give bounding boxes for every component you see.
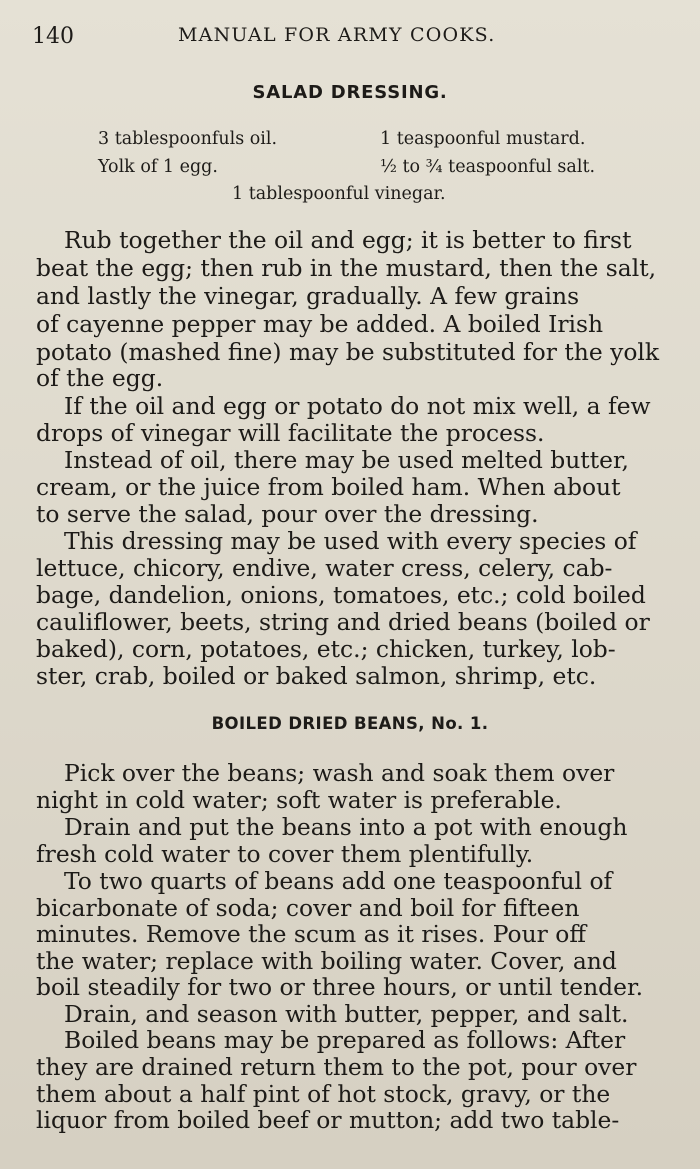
ingredient: 1 teaspoonful mustard. — [380, 129, 586, 149]
section-title-boiled-dried-beans: BOILED DRIED BEANS, No. 1. — [211, 714, 489, 733]
text-line: fresh cold water to cover them plentifully. — [36, 840, 534, 868]
ingredient: ½ to ¾ teaspoonful salt. — [380, 157, 596, 177]
text-line: beat the egg; then rub in the mustard, then the salt, — [36, 254, 657, 282]
text-line: ster, crab, boiled or baked salmon, shrimp, etc. — [36, 662, 597, 690]
text-line: liquor from boiled beef or mutton; add two table- — [36, 1106, 620, 1134]
text-line: they are drained return them to the pot, pour over — [36, 1053, 637, 1081]
text-line: Drain and put the beans into a pot with enough — [64, 813, 628, 841]
text-line: and lastly the vinegar, gradually. A few grains — [36, 282, 580, 310]
text-line: To two quarts of beans add one teaspoonful of — [64, 867, 613, 895]
text-line: of the egg. — [36, 364, 164, 392]
ingredient: 1 tablespoonful vinegar. — [232, 184, 446, 204]
text-line: bicarbonate of soda; cover and boil for fifteen — [36, 894, 580, 922]
text-line: baked), corn, potatoes, etc.; chicken, turkey, lob- — [36, 635, 616, 663]
ingredient: Yolk of 1 egg. — [98, 157, 218, 177]
text-line: bage, dandelion, onions, tomatoes, etc.; cold boiled — [36, 581, 646, 609]
page-header — [32, 24, 660, 54]
text-line: This dressing may be used with every species of — [64, 527, 637, 555]
running-title: MANUAL FOR ARMY COOKS. — [178, 24, 496, 46]
text-line: cream, or the juice from boiled ham. When about — [36, 473, 621, 501]
page-number: 140 — [32, 24, 74, 49]
text-line: Pick over the beans; wash and soak them over — [64, 759, 615, 787]
text-line: Rub together the oil and egg; it is better to first — [64, 226, 632, 254]
section-title-salad-dressing: SALAD DRESSING. — [252, 82, 448, 103]
text-line: them about a half pint of hot stock, gravy, or the — [36, 1080, 611, 1108]
text-line: drops of vinegar will facilitate the process. — [36, 419, 545, 447]
text-line: to serve the salad, pour over the dressing. — [36, 500, 539, 528]
text-line: Boiled beans may be prepared as follows: After — [64, 1026, 626, 1054]
text-line: minutes. Remove the scum as it rises. Pour off — [36, 920, 586, 948]
text-line: Instead of oil, there may be used melted butter, — [64, 446, 629, 474]
text-line: lettuce, chicory, endive, water cress, celery, cab- — [36, 554, 613, 582]
text-line: If the oil and egg or potato do not mix well, a few — [64, 392, 651, 420]
text-line: Drain, and season with butter, pepper, and salt. — [64, 1000, 629, 1028]
text-line: cauliflower, beets, string and dried beans (boiled or — [36, 608, 650, 636]
text-line: potato (mashed fine) may be substituted for the yolk — [36, 338, 660, 366]
text-line: of cayenne pepper may be added. A boiled Irish — [36, 310, 604, 338]
text-line: night in cold water; soft water is preferable. — [36, 786, 562, 814]
text-line: boil steadily for two or three hours, or until tender. — [36, 973, 644, 1001]
ingredient: 3 tablespoonfuls oil. — [98, 129, 278, 149]
text-line: the water; replace with boiling water. Cover, and — [36, 947, 617, 975]
